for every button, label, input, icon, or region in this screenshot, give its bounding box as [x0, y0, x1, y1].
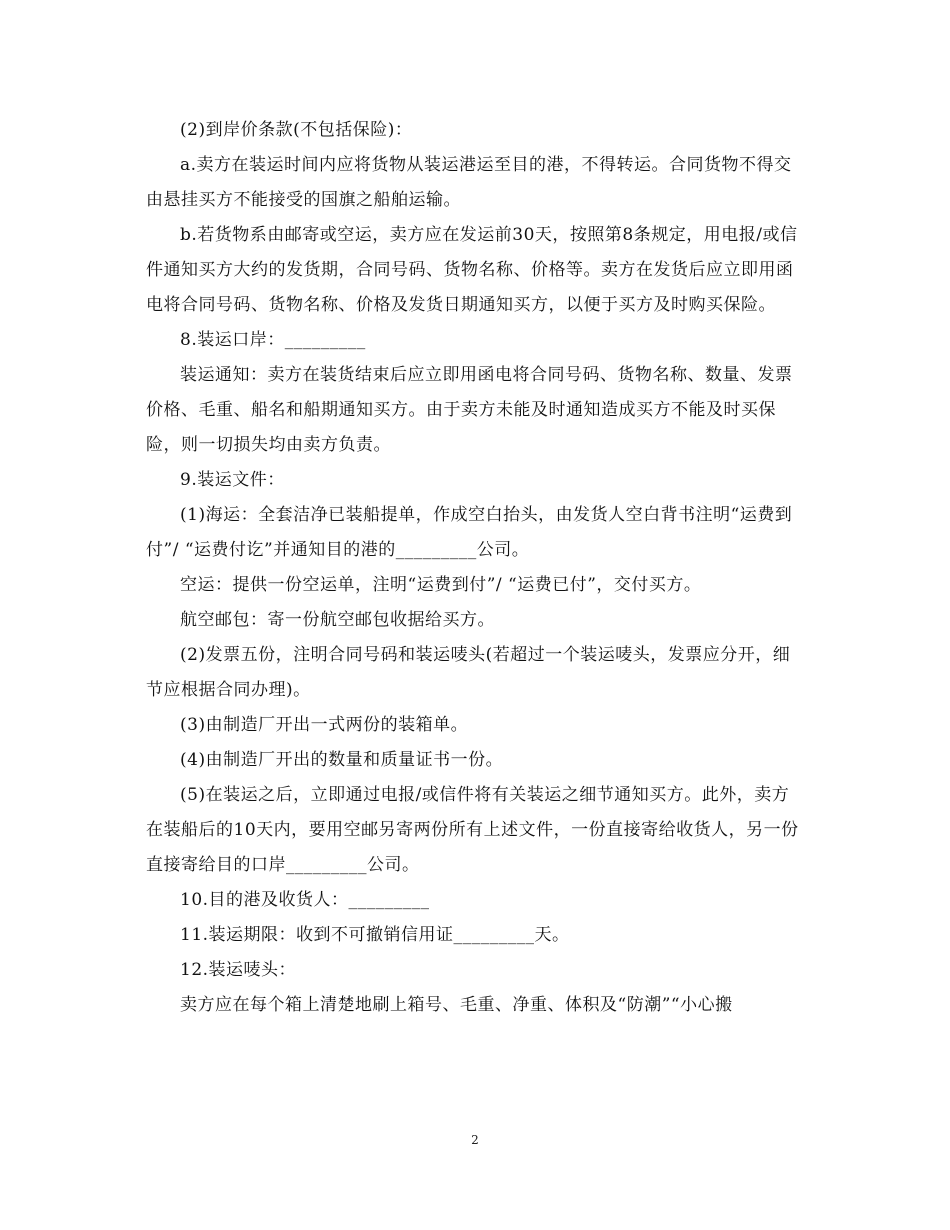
paragraph-shipping-documents-heading: 9.装运文件：	[180, 470, 285, 490]
paragraph-air-parcel: 航空邮包：寄一份航空邮包收据给买方。	[180, 610, 495, 630]
paragraph-shipping-marks: 卖方应在每个箱上清楚地刷上箱号、毛重、净重、体积及“防潮”“小心搬	[180, 995, 733, 1015]
paragraph-air-freight: 空运：提供一份空运单，注明“运费到付”/ “运费已付”，交付买方。	[180, 575, 702, 595]
paragraph-ocean-freight: (1)海运：全套洁净已装船提单，作成空白抬头，由发货人空白背书注明“运费到付”/ “运费付讫”并通知目的港的_________公司。	[146, 505, 793, 560]
paragraph-port-of-shipment: 8.装运口岸：_________	[180, 330, 366, 350]
paragraph-packing-list: (3)由制造厂开出一式两份的装箱单。	[180, 715, 469, 735]
document-body	[146, 113, 804, 1023]
paragraph-destination-consignee: 10.目的港及收货人：_________	[180, 890, 430, 910]
paragraph-shipping-marks-heading: 12.装运唛头：	[180, 960, 297, 980]
paragraph-shipment-period: 11.装运期限：收到不可撤销信用证_________天。	[180, 925, 570, 945]
paragraph-post-shipment-notice: (5)在装运之后，立即通过电报/或信件将有关装运之细节通知买方。此外，卖方在装船后的10天内，要用空邮另寄两份所有上述文件，一份直接寄给收货人，另一份直接寄给目的口岸_________公司。	[146, 785, 799, 875]
paragraph-clause-b: b.若货物系由邮寄或空运，卖方应在发运前30天，按照第8条规定，用电报/或信件通知买方大约的发货期，合同号码、货物名称、价格等。卖方在发货后应立即用函电将合同号码、货物名称、价格及发货日期通知买方，以便于买方及时购买保险。	[146, 225, 798, 315]
page-number: 2	[471, 1133, 479, 1147]
paragraph-shipping-notice: 装运通知：卖方在装货结束后应立即用函电将合同号码、货物名称、数量、发票价格、毛重、船名和船期通知买方。由于卖方未能及时通知造成买方不能及时买保险，则一切损失均由卖方负责。	[146, 365, 793, 455]
paragraph-cif-clause-heading: (2)到岸价条款(不包括保险)：	[180, 120, 413, 140]
paragraph-quality-certificate: (4)由制造厂开出的数量和质量证书一份。	[180, 750, 504, 770]
paragraph-clause-a: a.卖方在装运时间内应将货物从装运港运至目的港，不得转运。合同货物不得交由悬挂买方不能接受的国旗之船舶运输。	[146, 155, 792, 210]
paragraph-invoice: (2)发票五份，注明合同号码和装运唛头(若超过一个装运唛头，发票应分开，细节应根据合同办理)。	[146, 645, 791, 700]
